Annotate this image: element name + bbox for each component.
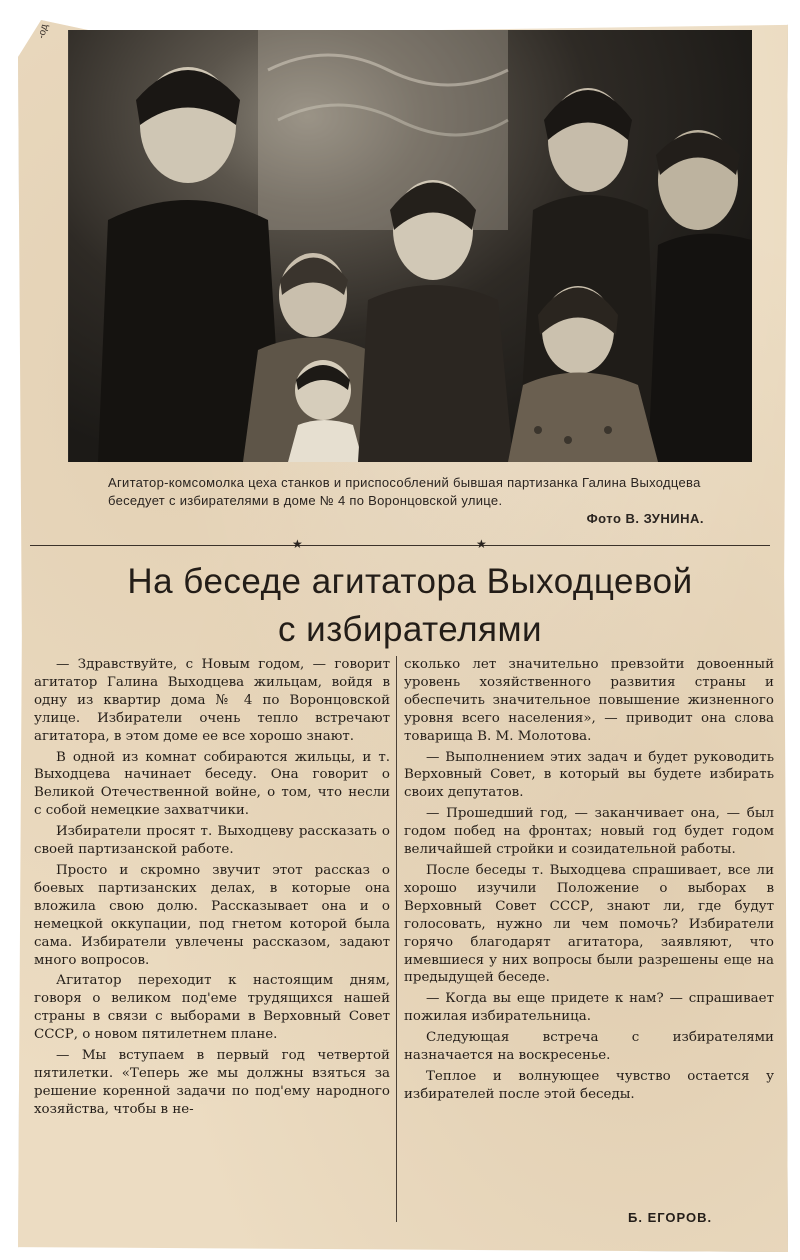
paragraph: После беседы т. Выходцева спрашивает, все ли хорошо изучили Положение о выборах в Верховный Совет СССР, знают ли, где будут голосовать, нужно ли чем помочь? Избиратели горячо благодарят агитатора, заявляют, что имевшиеся у них вопросы были разрешены еще на предыдущей беседе.: [404, 862, 774, 986]
article-column-1: [34, 656, 390, 1122]
group-photo: [68, 30, 752, 462]
paragraph: — Прошедший год, — заканчивает она, — был годом побед на фронтах; новый год будет годом величайшей стройки и созидательной работы.: [404, 806, 774, 858]
headline-line-1: На беседе агитатора Выходцевой: [127, 562, 693, 601]
photo-caption: [108, 474, 748, 526]
paragraph: В одной из комнат собираются жильцы, и т. Выходцева начинает беседу. Она говорит о Великой Отечественной войне, о том, что несли с собой немецкие захватчики.: [34, 749, 390, 819]
article-column-2: [404, 656, 774, 1107]
paragraph: Просто и скромно звучит этот рассказ о боевых партизанских делах, в которые она вложила свою долю. Рассказывает она и о немецкой оккупации, под гнетом которой была сама. Избиратели увлечены рассказом, задают много вопросов.: [34, 862, 390, 968]
section-divider: [30, 545, 770, 546]
paragraph: Теплое и волнующее чувство остается у избирателей после этой беседы.: [404, 1068, 774, 1102]
star-icon: ★: [292, 537, 303, 551]
paragraph: — Здравствуйте, с Новым годом, — говорит агитатор Галина Выходцева жильцам, войдя в одну из квартир дома № 4 по Воронцовской улице. Избиратели очень тепло встречают агитатора, в этом доме ее все хорошо знают.: [34, 657, 390, 744]
star-icon: ★: [476, 537, 487, 551]
paragraph: Агитатор переходит к настоящим дням, говоря о великом под'еме трудящихся нашей страны в связи с выборами в Верховный Совет СССР, о новом пятилетнем плане.: [34, 973, 390, 1043]
photo-credit: Фото В. ЗУНИНА.: [586, 511, 704, 526]
author-signature: Б. ЕГОРОВ.: [628, 1210, 713, 1225]
corner-mark: -од: [36, 23, 51, 40]
group-photo-icon: [68, 30, 752, 462]
paragraph: Избиратели просят т. Выходцеву рассказать о своей партизанской работе.: [34, 824, 390, 858]
paragraph: — Мы вступаем в первый год четвертой пятилетки. «Теперь же мы должны взяться за решение коренной задачи по под'ему народного хозяйства, чтобы в не-: [34, 1048, 390, 1117]
paragraph: Следующая встреча с избирателями назначается на воскресенье.: [404, 1030, 774, 1064]
column-divider: [396, 656, 397, 1222]
paragraph-continuation: сколько лет значительно превзойти довоенный уровень хозяйственного развития страны и обеспечить значительное повышение жизненного уровня всего населения», — приводит она слова товарища В. М. Молотова.: [404, 657, 774, 744]
article-headline: [60, 558, 760, 654]
paragraph: — Выполнением этих задач и будет руководить Верховный Совет, в который вы будете избирать своих депутатов.: [404, 749, 774, 801]
paragraph: — Когда вы еще придете к нам? — спрашивает пожилая избирательница.: [404, 991, 774, 1025]
headline-line-2: с избирателями: [277, 610, 543, 649]
caption-text: Агитатор-комсомолка цеха станков и приспособлений бывшая партизанка Галина Выходцева беседует с избирателями в доме № 4 по Воронцовской улице.: [108, 475, 701, 508]
